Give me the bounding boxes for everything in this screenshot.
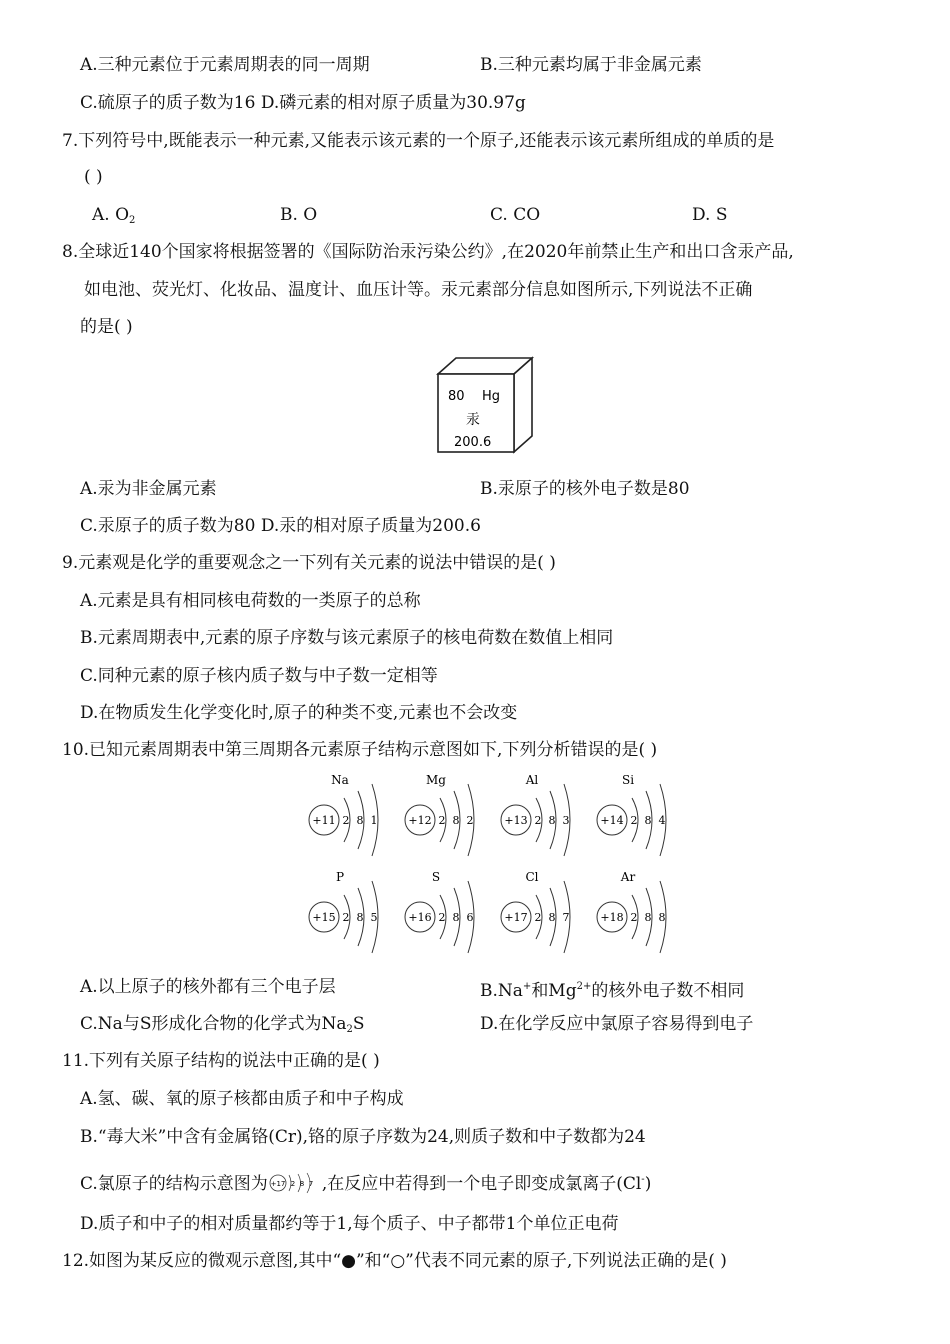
shell-electron-count: 2 [630,911,638,924]
atomic-structure-diagrams [300,768,680,968]
q10-option-c-subscript: 2 [346,1024,353,1035]
shell-electron-count: 1 [370,814,378,827]
q9-option-c: C.同种元素的原子核内质子数与中子数一定相等 [80,666,438,686]
q10-option-b-sup-1: + [522,981,532,992]
q10-option-b-text-1: B.Na [480,981,523,1001]
q7-option-a-text: A. O [92,205,130,225]
atom-symbol: Cl [525,870,539,884]
q8-option-cd: C.汞原子的质子数为80 D.汞的相对原子质量为200.6 [80,516,481,536]
shell-electron-count: 8 [548,911,556,924]
q7-answer-paren: ( ) [84,167,103,187]
q7-option-a [92,204,135,232]
nucleus-charge: +15 [312,911,336,924]
inline-shell-1: 2 [290,1180,296,1188]
shell-electron-count: 8 [452,814,460,827]
shell-electron-count: 8 [452,911,460,924]
q7-option-d: D. S [692,205,728,225]
shell-electron-count: 7 [562,911,570,924]
element-atomic-number: 80 [448,389,465,404]
shell-electron-count: 8 [644,911,652,924]
q8-option-b: B.汞原子的核外电子数是80 [480,479,690,499]
atom-diagram-p [309,870,378,953]
q6-option-cd: C.硫原子的质子数为16 D.磷元素的相对原子质量为30.97g [80,93,526,113]
shell-electron-count: 4 [658,814,666,827]
shell-electron-count: 2 [630,814,638,827]
nucleus-charge: +12 [408,814,432,827]
nucleus-charge: +17 [504,911,528,924]
q12-stem: 12.如图为某反应的微观示意图,其中“●”和“○”代表不同元素的原子,下列说法正确的是( ) [62,1251,727,1271]
atom-diagram-cl [501,870,570,953]
q7-stem: 7.下列符号中,既能表示一种元素,又能表示该元素的一个原子,还能表示该元素所组成的单质的是 [62,131,775,151]
shell-electron-count: 2 [534,814,542,827]
chlorine-atom-inline-diagram [268,1171,322,1195]
atom-symbol: Mg [426,773,446,787]
atom-symbol: Si [621,773,635,787]
q9-option-d: D.在物质发生化学变化时,原子的种类不变,元素也不会改变 [80,703,518,723]
atom-diagram-al [501,773,570,856]
q10-option-b-sup-2: 2+ [576,981,592,992]
q10-option-b-text-3: 的核外电子数不相同 [591,981,745,1001]
q10-option-d: D.在化学反应中氯原子容易得到电子 [480,1014,754,1034]
q11-option-b: B.“毒大米”中含有金属铬(Cr),铬的原子序数为24,则质子数和中子数都为24 [80,1127,646,1147]
q10-option-c [80,1013,365,1041]
shell-electron-count: 6 [466,911,474,924]
nucleus-charge: +13 [504,814,528,827]
q10-option-b-text-2: 和Mg [531,981,577,1001]
atom-symbol: Al [525,773,539,787]
q11-option-c-text-2: ,在反应中若得到一个电子即变成氯离子(Cl [321,1174,642,1194]
atom-symbol: S [431,870,441,884]
q8-stem-line-2: 如电池、荧光灯、化妆品、温度计、血压计等。汞元素部分信息如图所示,下列说法不正确 [84,280,753,300]
q11-option-c-sup: - [641,1174,645,1185]
shell-electron-count: 8 [548,814,556,827]
shell-electron-count: 2 [438,814,446,827]
shell-electron-count: 8 [658,911,666,924]
q10-option-b [480,976,744,1002]
q9-option-a: A.元素是具有相同核电荷数的一类原子的总称 [80,591,421,611]
q9-option-b: B.元素周期表中,元素的原子序数与该元素原子的核电荷数在数值上相同 [80,628,614,648]
atom-symbol: Na [331,773,349,787]
element-atomic-mass: 200.6 [454,435,492,450]
q7-option-a-subscript: 2 [129,215,136,226]
q11-option-c-text-3: ) [644,1174,652,1194]
shell-electron-count: 2 [438,911,446,924]
q10-option-a: A.以上原子的核外都有三个电子层 [80,977,336,997]
q11-option-d: D.质子和中子的相对质量都约等于1,每个质子、中子都带1个单位正电荷 [80,1214,619,1234]
atom-diagram-mg [405,773,474,856]
q10-option-c-text-2: S [352,1014,365,1034]
atom-diagram-ar [597,870,666,953]
atom-symbol: Ar [620,870,636,884]
q11-option-a: A.氢、碳、氧的原子核都由质子和中子构成 [80,1089,404,1109]
atom-diagram-s [405,870,474,953]
element-symbol: Hg [482,389,501,404]
q8-option-a: A.汞为非金属元素 [80,479,217,499]
shell-electron-count: 2 [534,911,542,924]
q11-option-c-text-1: C.氯原子的结构示意图为 [80,1174,268,1194]
nucleus-charge: +11 [312,814,336,827]
q6-option-b: B.三种元素均属于非金属元素 [480,55,702,75]
shell-electron-count: 2 [342,911,350,924]
atom-diagram-si [597,773,666,856]
q11-stem: 11.下列有关原子结构的说法中正确的是( ) [62,1051,380,1071]
q11-option-c [80,1169,651,1195]
q10-option-c-text-1: C.Na与S形成化合物的化学式为Na [80,1014,347,1034]
shell-electron-count: 2 [466,814,474,827]
nucleus-charge: +18 [600,911,624,924]
shell-electron-count: 8 [356,911,364,924]
shell-electron-count: 8 [356,814,364,827]
q7-option-b: B. O [280,205,318,225]
nucleus-charge: +14 [600,814,624,827]
q9-stem: 9.元素观是化学的重要观念之一下列有关元素的说法中错误的是( ) [62,553,556,573]
element-name: 汞 [466,412,480,428]
mercury-element-cube-figure [436,354,536,456]
inline-nucleus-label: +17 [270,1180,286,1188]
inline-shell-2: 8 [299,1180,305,1188]
nucleus-charge: +16 [408,911,432,924]
shell-electron-count: 2 [342,814,350,827]
q8-stem-line-1: 8.全球近140个国家将根据签署的《国际防治汞污染公约》,在2020年前禁止生产和出口含汞产品, [62,242,794,262]
shell-electron-count: 3 [562,814,570,827]
q8-stem-line-3: 的是( ) [80,317,133,337]
atom-symbol: P [335,870,345,884]
q6-option-a: A.三种元素位于元素周期表的同一周期 [80,55,370,75]
atom-diagram-na [309,773,378,856]
q10-stem: 10.已知元素周期表中第三周期各元素原子结构示意图如下,下列分析错误的是( ) [62,740,658,760]
q7-option-c: C. CO [490,205,541,225]
shell-electron-count: 8 [644,814,652,827]
shell-electron-count: 5 [370,911,378,924]
inline-shell-3: 7 [308,1180,314,1188]
